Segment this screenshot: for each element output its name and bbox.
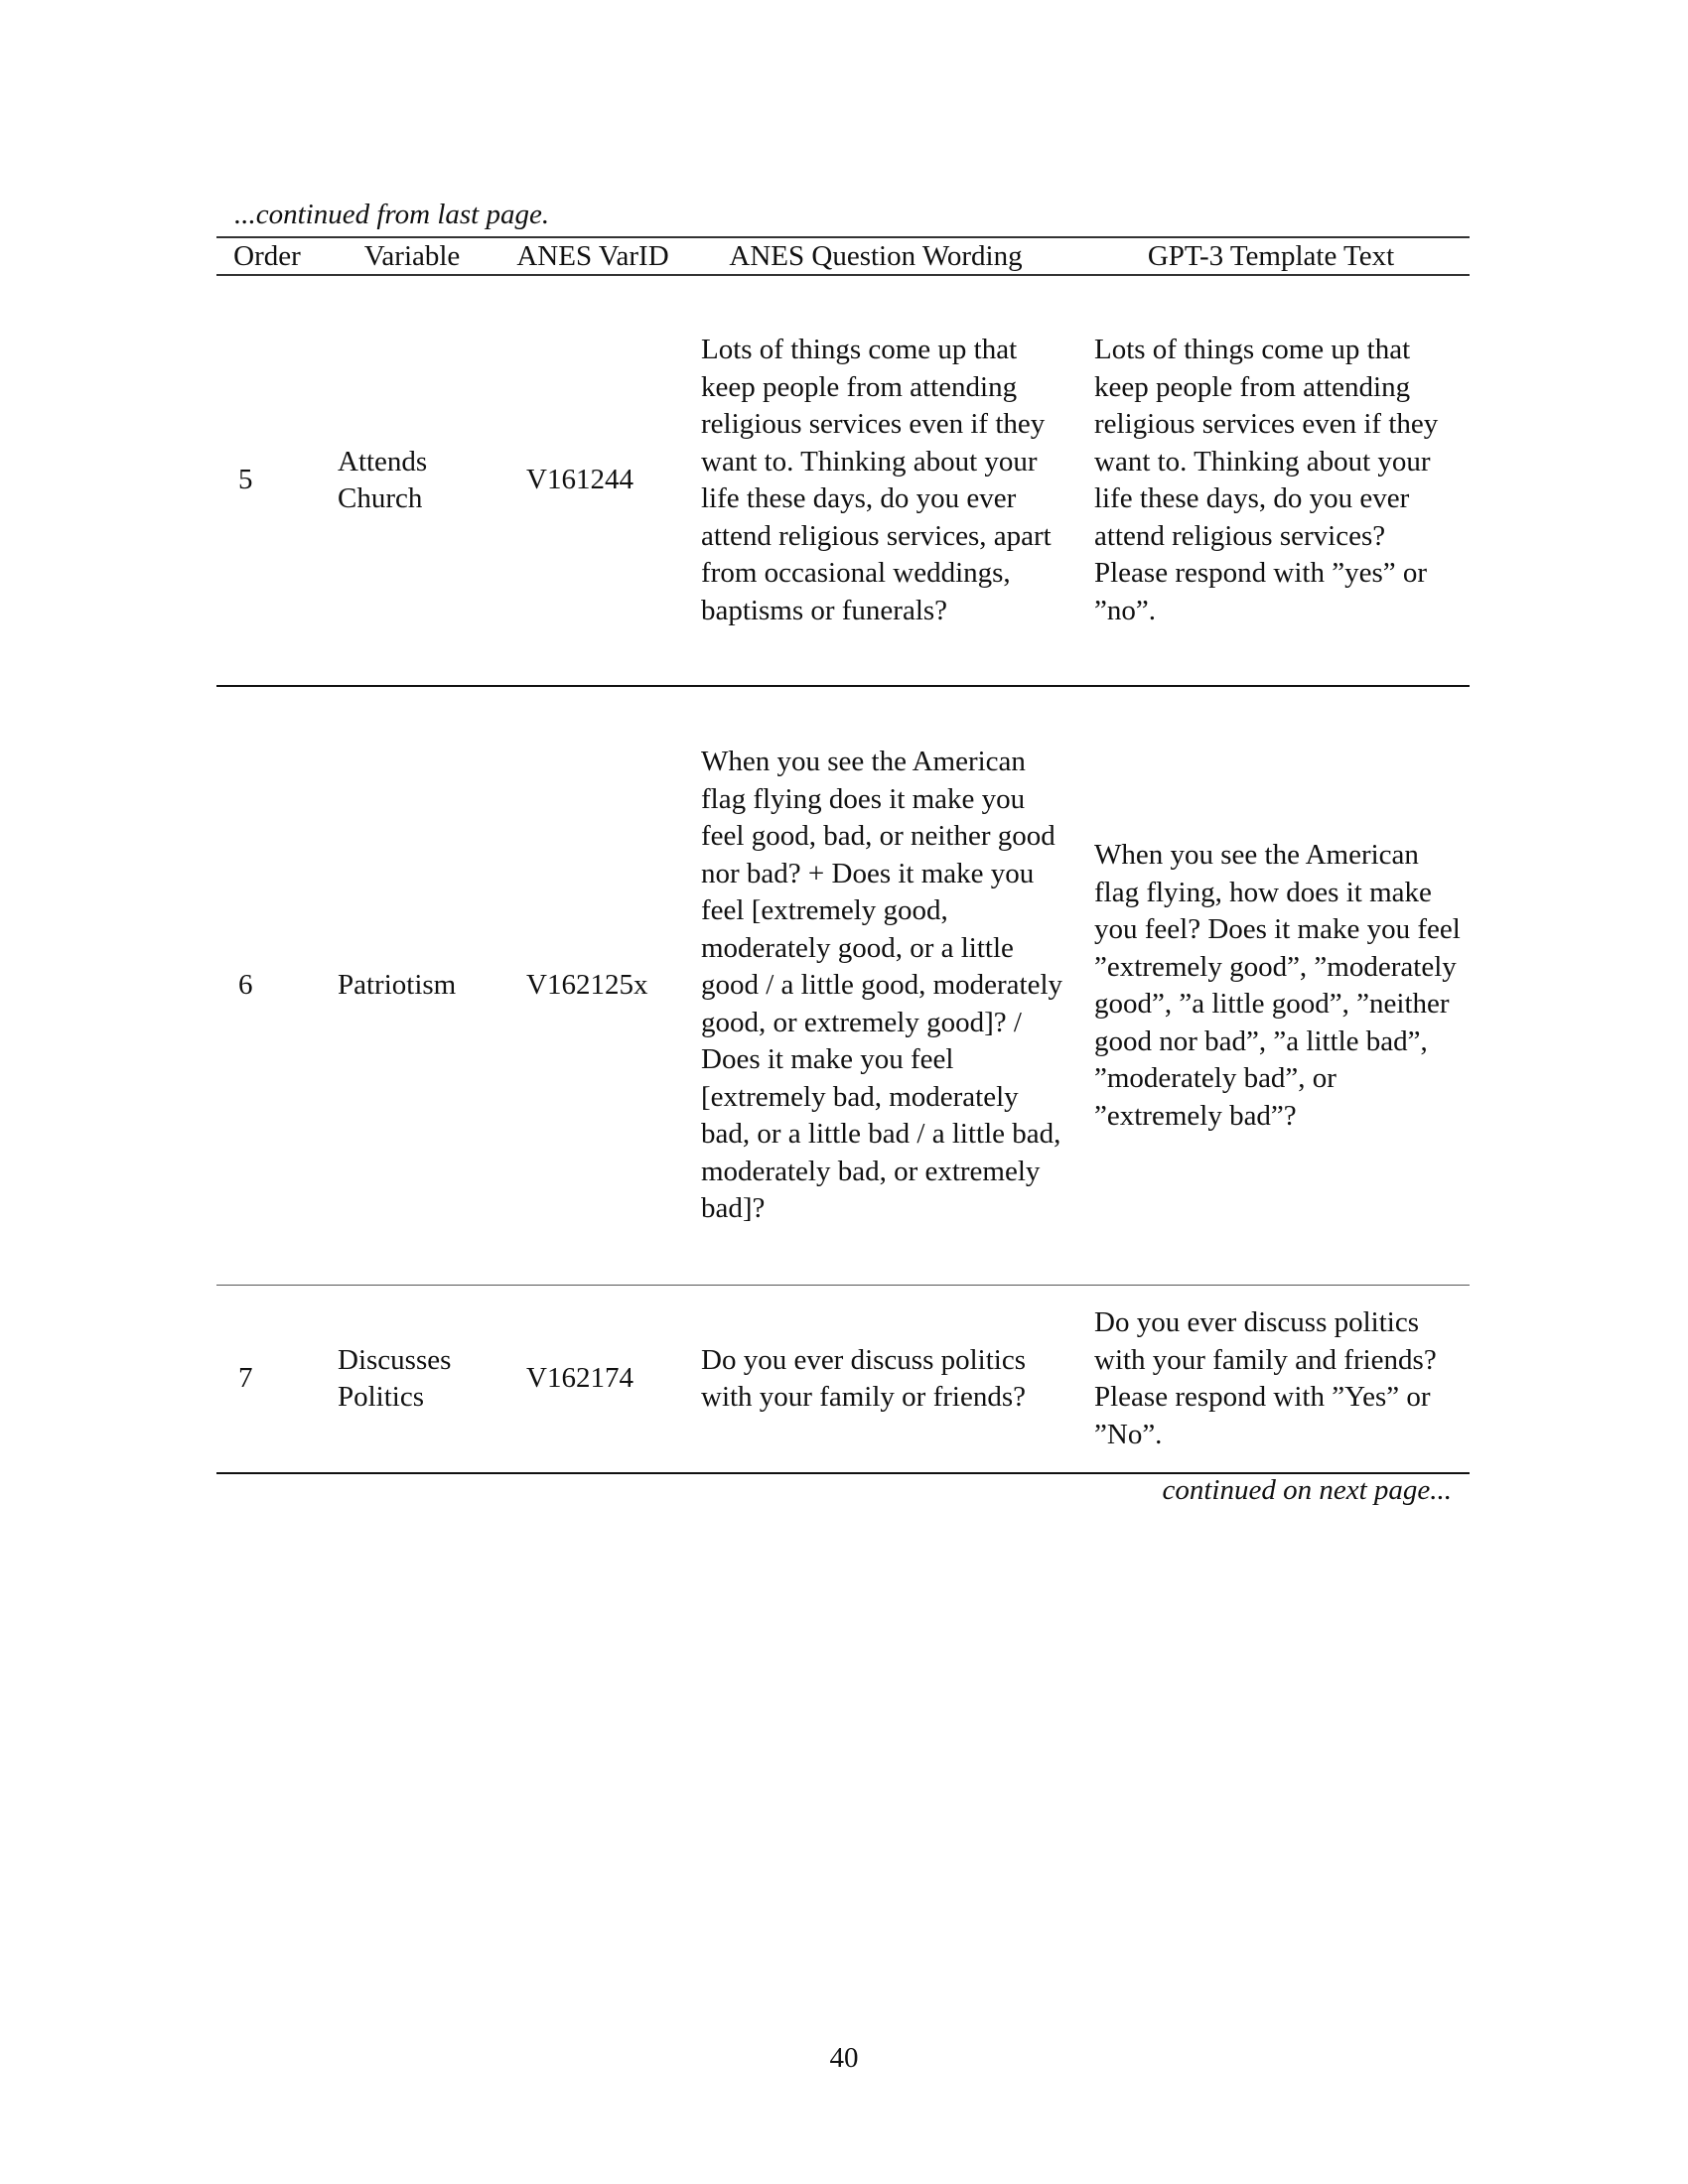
header-template-text: GPT-3 Template Text	[1147, 240, 1395, 272]
continued-on-label: continued on next page...	[1162, 1474, 1452, 1506]
cell-varid: V162125x	[526, 969, 648, 1002]
cell-variable: Discusses Politics	[338, 1343, 452, 1413]
table-row	[216, 686, 1470, 1286]
cell-template-text: Lots of things come up that keep people from attending religious services even if they want to. Thinking about your life these days, do you ever attend religious services? Please respond with ”yes” or ”no”.	[1094, 334, 1439, 626]
continued-from-label: ...continued from last page.	[234, 199, 550, 230]
header-question-wording: ANES Question Wording	[729, 240, 1023, 272]
cell-order: 7	[238, 1362, 253, 1395]
header-order: Order	[233, 240, 301, 272]
cell-question-wording: Do you ever discuss politics with your family or friends?	[701, 1343, 1027, 1413]
cell-question-wording: When you see the American flag flying does it make you feel good, bad, or neither good nor bad? + Does it make you feel [extremely good, moderately good, or a little good / a little good, moderately good, or extremely good]? / Does it make you feel [extremely bad, moderately bad, or a little bad / a little bad, moderately bad, or extremely bad]?	[701, 746, 1063, 1225]
cell-question-wording: Lots of things come up that keep people from attending religious services even if they want to. Thinking about your life these days, do you ever attend religious services, apart from occasional weddings, baptisms or funerals?	[701, 334, 1052, 626]
questions-table	[216, 236, 1470, 1474]
cell-variable: Attends Church	[338, 445, 428, 514]
cell-varid: V161244	[526, 464, 633, 496]
cell-variable: Patriotism	[338, 969, 457, 1002]
cell-template-text: Do you ever discuss politics with your family and friends? Please respond with ”Yes” or ”No”.	[1094, 1306, 1437, 1450]
table-body	[216, 275, 1470, 1473]
cell-order: 6	[238, 969, 253, 1002]
questions-table-container	[216, 236, 1470, 1474]
table-row	[216, 275, 1470, 686]
cell-template-text: When you see the American flag flying, how does it make you feel? Does it make you feel ”extremely good”, ”moderately good”, ”a little good”, ”neither good nor bad”, ”a little bad”, ”moderately bad”, or ”extremely bad”?	[1094, 839, 1461, 1132]
header-anes-varid: ANES VarID	[516, 240, 669, 272]
table-row	[216, 1286, 1470, 1474]
page-number: 40	[829, 2042, 859, 2074]
cell-varid: V162174	[526, 1362, 633, 1395]
header-variable: Variable	[363, 240, 461, 272]
cell-order: 5	[238, 464, 253, 496]
table-header	[216, 237, 1470, 275]
header-row	[216, 237, 1470, 275]
